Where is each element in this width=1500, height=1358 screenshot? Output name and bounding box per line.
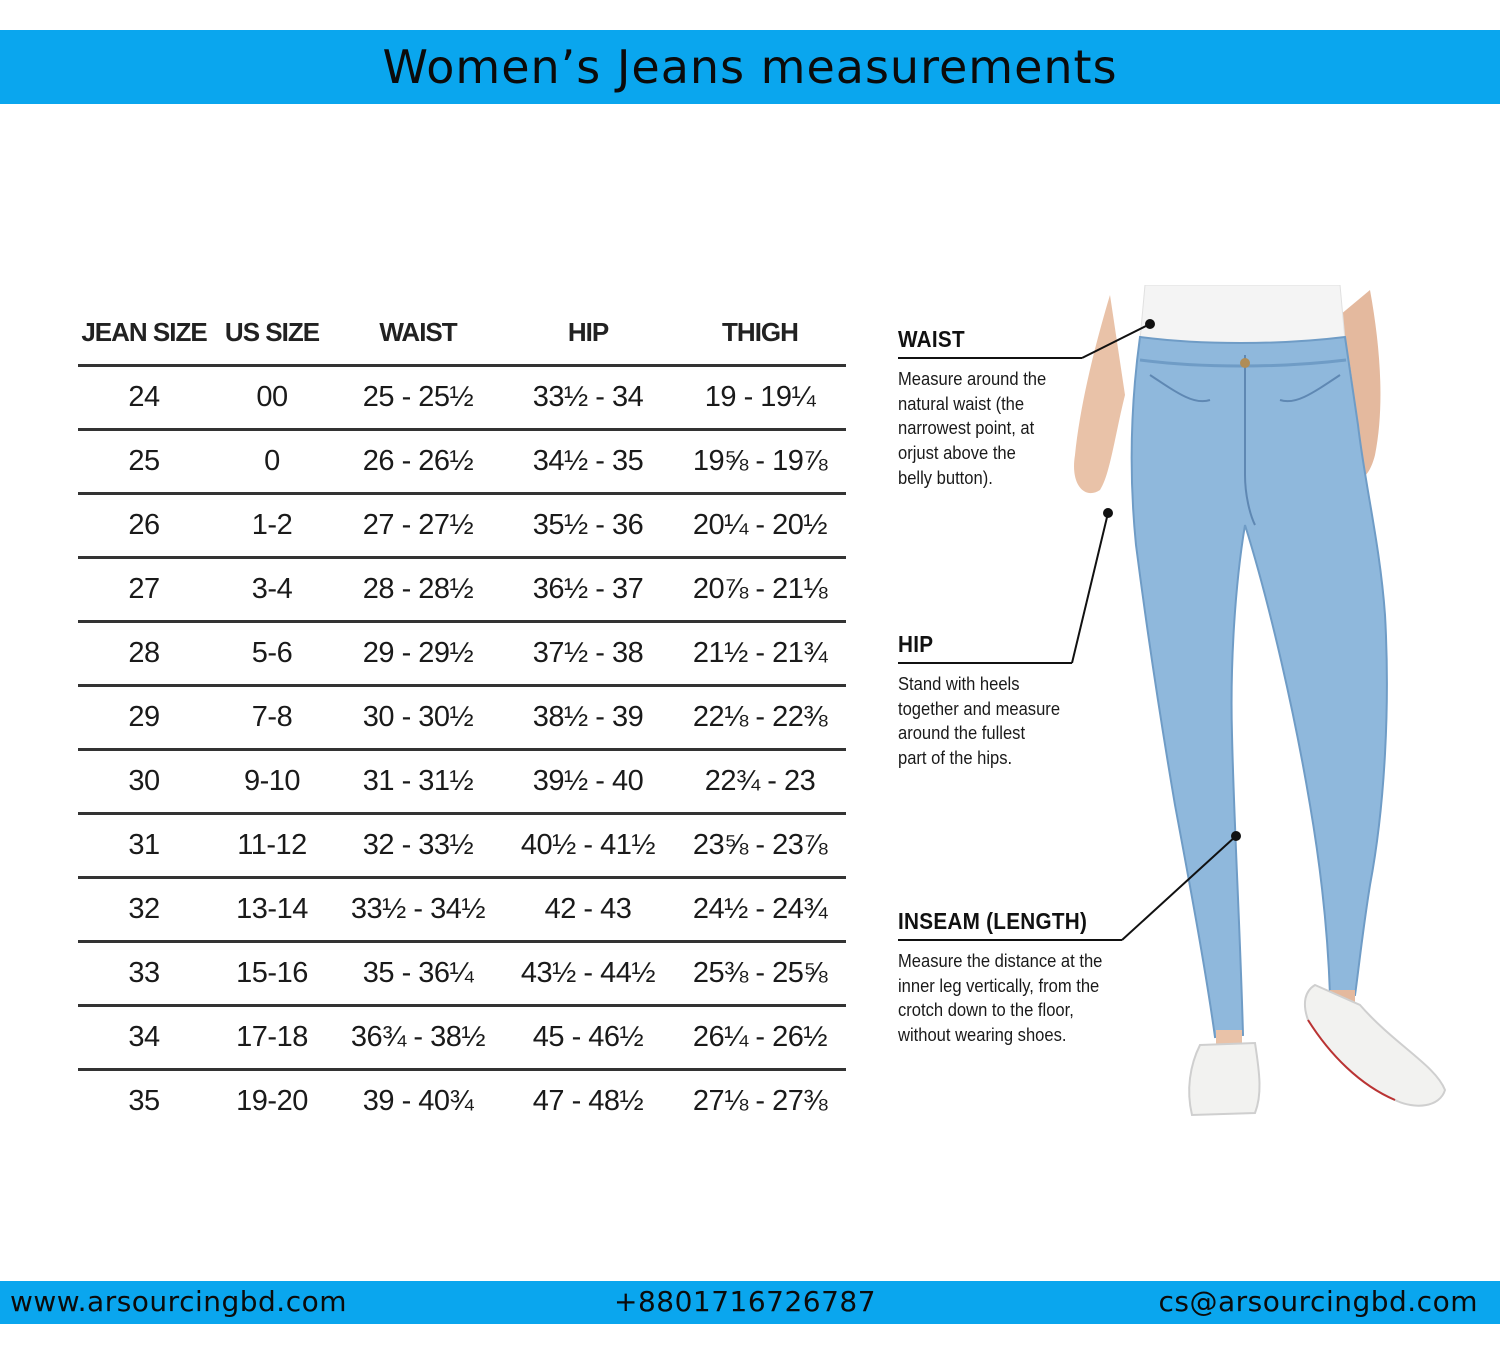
cell-waist: 29 - 29½: [334, 622, 502, 686]
cell-jean-size: 27: [78, 558, 210, 622]
waist-description: Measure around the natural waist (the narrowest point, at orjust above the belly button).: [898, 369, 1047, 488]
cell-thigh: 22¾ - 23: [674, 750, 846, 814]
cell-waist: 30 - 30½: [334, 686, 502, 750]
cell-hip: 40½ - 41½: [502, 814, 674, 878]
cell-jean-size: 30: [78, 750, 210, 814]
cell-waist: 35 - 36¼: [334, 942, 502, 1006]
cell-waist: 39 - 40¾: [362, 1085, 474, 1117]
cell-thigh: 24½ - 24¾: [674, 878, 846, 942]
cell-thigh: 22⅛ - 22⅜: [674, 686, 846, 750]
cell-us-size: 0: [210, 430, 334, 494]
waist-callout: [898, 326, 1138, 491]
footer-phone[interactable]: +8801716726787: [614, 1285, 877, 1318]
header-jean-size: JEAN SIZE: [78, 300, 210, 366]
cell-hip: 42 - 43: [502, 878, 674, 942]
cell-jean-size: 35: [128, 1085, 160, 1117]
cell-thigh: 21½ - 21¾: [674, 622, 846, 686]
cell-thigh: 19⅝ - 19⅞: [674, 430, 846, 494]
cell-waist: 28 - 28½: [334, 558, 502, 622]
cell-jean-size: 29: [78, 686, 210, 750]
cell-hip: 35½ - 36: [502, 494, 674, 558]
cell-hip: 36½ - 37: [502, 558, 674, 622]
cell-us-size: 1-2: [210, 494, 334, 558]
cell-jean-size: 28: [78, 622, 210, 686]
cell-thigh: 23⅝ - 23⅞: [674, 814, 846, 878]
hip-description: Stand with heels together and measure around the fullest part of the hips.: [898, 674, 1061, 769]
cell-jean-size: 33: [78, 942, 210, 1006]
cell-waist: 32 - 33½: [334, 814, 502, 878]
hip-callout: [898, 631, 1138, 771]
cell-hip: 39½ - 40: [502, 750, 674, 814]
cell-jean-size: 31: [78, 814, 210, 878]
cell-thigh: 19 - 19¼: [674, 366, 846, 430]
inseam-callout: [898, 908, 1158, 1048]
cell-us-size: 15-16: [210, 942, 334, 1006]
page-title: Women’s Jeans measurements: [382, 40, 1118, 94]
cell-hip: 37½ - 38: [502, 622, 674, 686]
cell-thigh: 25⅜ - 25⅝: [674, 942, 846, 1006]
cell-jean-size: 34: [78, 1006, 210, 1070]
cell-us-size: 17-18: [210, 1006, 334, 1070]
cell-jean-size: 32: [78, 878, 210, 942]
footer-banner: [0, 1281, 1500, 1324]
cell-thigh: 20⅞ - 21⅛: [674, 558, 846, 622]
cell-us-size: 00: [210, 366, 334, 430]
cell-us-size: 5-6: [210, 622, 334, 686]
cell-hip: 47 - 48½: [532, 1085, 644, 1117]
cell-hip: 45 - 46½: [502, 1006, 674, 1070]
cell-jean-size: 26: [78, 494, 210, 558]
cell-us-size: 3-4: [210, 558, 334, 622]
cell-waist: 31 - 31½: [334, 750, 502, 814]
header-us-size: US SIZE: [210, 300, 334, 366]
cell-hip: 38½ - 39: [502, 686, 674, 750]
footer-email-link[interactable]: cs@arsourcingbd.com: [1158, 1285, 1478, 1318]
inseam-heading: INSEAM (LENGTH): [898, 908, 1088, 934]
cell-waist: 26 - 26½: [334, 430, 502, 494]
inseam-description: Measure the distance at the inner leg vertically, from the crotch down to the floor, without wearing shoes.: [898, 951, 1103, 1046]
cell-thigh: 26¼ - 26½: [674, 1006, 846, 1070]
cell-waist: 33½ - 34½: [334, 878, 502, 942]
cell-us-size: 19-20: [236, 1085, 308, 1117]
cell-us-size: 13-14: [210, 878, 334, 942]
header-thigh: THIGH: [674, 300, 846, 366]
cell-thigh: 27⅛ - 27⅜: [692, 1085, 828, 1117]
cell-hip: 43½ - 44½: [502, 942, 674, 1006]
header-waist: WAIST: [334, 300, 502, 366]
cell-us-size: 7-8: [210, 686, 334, 750]
cell-hip: 33½ - 34: [502, 366, 674, 430]
cell-jean-size: 25: [78, 430, 210, 494]
footer-website-link[interactable]: www.arsourcingbd.com: [10, 1285, 348, 1318]
cell-jean-size: 24: [78, 366, 210, 430]
header-hip: HIP: [502, 300, 674, 366]
hip-heading: HIP: [898, 631, 934, 657]
cell-waist: 27 - 27½: [334, 494, 502, 558]
cell-us-size: 11-12: [210, 814, 334, 878]
cell-us-size: 9-10: [210, 750, 334, 814]
cell-hip: 34½ - 35: [502, 430, 674, 494]
cell-waist: 36¾ - 38½: [334, 1006, 502, 1070]
cell-waist: 25 - 25½: [334, 366, 502, 430]
waist-heading: WAIST: [898, 326, 965, 352]
cell-thigh: 20¼ - 20½: [674, 494, 846, 558]
